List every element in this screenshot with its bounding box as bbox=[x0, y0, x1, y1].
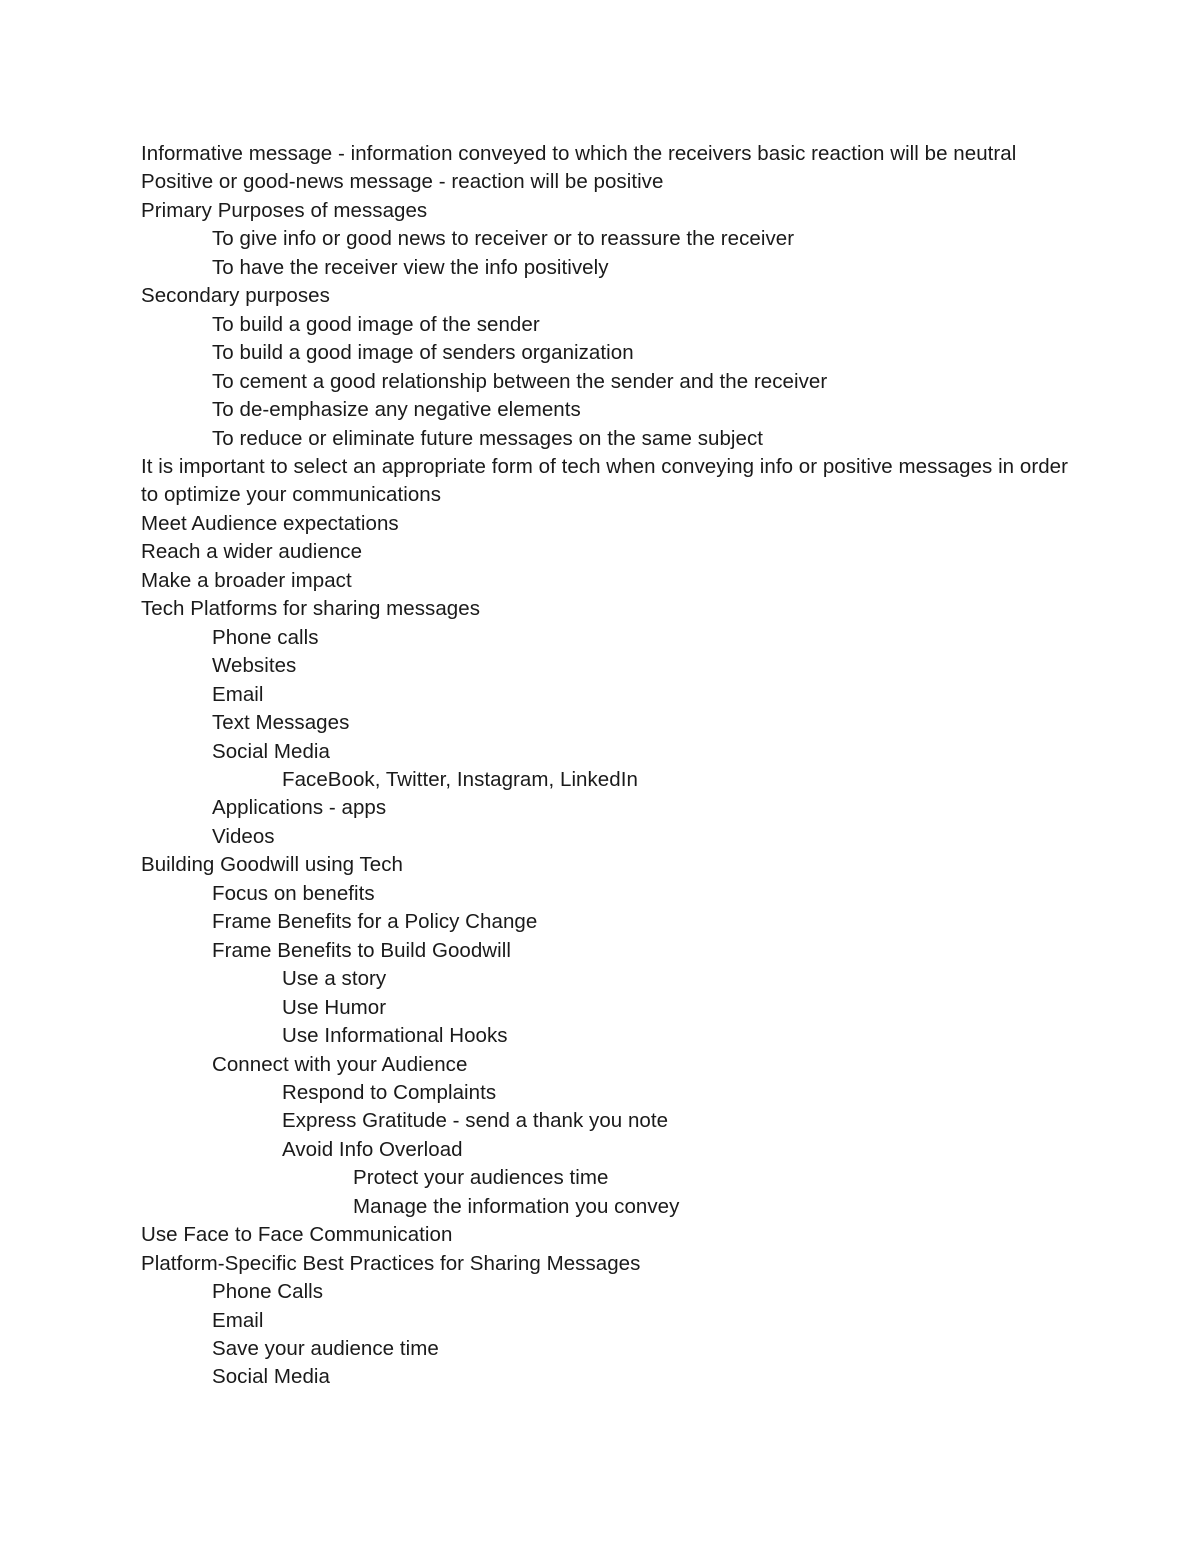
outline-line-level-0: Building Goodwill using Tech bbox=[141, 853, 403, 877]
outline-line-level-0: Positive or good-news message - reaction will be positive bbox=[141, 170, 664, 194]
outline-line-level-1: Connect with your Audience bbox=[212, 1052, 468, 1076]
outline-line-level-2: Respond to Complaints bbox=[282, 1080, 497, 1104]
outline-line-level-1: To have the receiver view the info positively bbox=[212, 255, 609, 279]
outline-line-level-1: Email bbox=[212, 682, 264, 706]
outline-line-level-3: Manage the information you convey bbox=[353, 1194, 680, 1218]
outline-line-level-0: Tech Platforms for sharing messages bbox=[141, 597, 480, 621]
outline-line-level-2: FaceBook, Twitter, Instagram, LinkedIn bbox=[282, 767, 638, 791]
document-outline bbox=[141, 140, 1071, 1392]
outline-line-level-0: Informative message - information conveyed to which the receivers basic reaction will be neutral bbox=[141, 142, 1017, 165]
outline-line-level-2: Avoid Info Overload bbox=[282, 1137, 463, 1161]
outline-line-level-1: Phone Calls bbox=[212, 1280, 324, 1304]
outline-line-level-0: Platform-Specific Best Practices for Sharing Messages bbox=[141, 1251, 641, 1275]
outline-line-level-0: It is important to select an appropriate form of tech when conveying info or positive messages in order to optimize your communications bbox=[141, 454, 1068, 507]
outline-line-level-1: Focus on benefits bbox=[212, 881, 375, 905]
outline-line-level-1: Applications - apps bbox=[212, 796, 387, 820]
outline-line-level-1: Websites bbox=[212, 654, 297, 678]
outline-line-level-2: Use a story bbox=[282, 967, 387, 991]
outline-line-level-1: Text Messages bbox=[212, 711, 350, 735]
outline-line-level-1: To build a good image of senders organization bbox=[212, 341, 634, 365]
outline-line-level-1: Frame Benefits for a Policy Change bbox=[212, 910, 538, 934]
outline-line-level-0: Use Face to Face Communication bbox=[141, 1223, 453, 1247]
outline-line-level-2: Use Humor bbox=[282, 995, 387, 1019]
outline-line-level-0: Meet Audience expectations bbox=[141, 511, 399, 535]
outline-line-level-0: Reach a wider audience bbox=[141, 540, 363, 564]
outline-line-level-1: Email bbox=[212, 1308, 264, 1332]
outline-line-level-1: To de-emphasize any negative elements bbox=[212, 398, 581, 422]
outline-line-level-1: To cement a good relationship between the sender and the receiver bbox=[212, 369, 828, 393]
outline-line-level-1: Phone calls bbox=[212, 625, 319, 649]
outline-line-level-1: Social Media bbox=[212, 1365, 330, 1389]
outline-line-level-0: Make a broader impact bbox=[141, 568, 352, 592]
outline-line-level-0: Primary Purposes of messages bbox=[141, 198, 428, 222]
outline-line-level-3: Protect your audiences time bbox=[353, 1166, 609, 1190]
outline-line-level-1: To build a good image of the sender bbox=[212, 312, 540, 336]
outline-line-level-1: Frame Benefits to Build Goodwill bbox=[212, 938, 511, 962]
outline-line-level-2: Express Gratitude - send a thank you note bbox=[282, 1109, 669, 1133]
outline-line-level-1: To reduce or eliminate future messages on the same subject bbox=[212, 426, 763, 450]
outline-line-level-1: Social Media bbox=[212, 739, 330, 763]
outline-line-level-0: Secondary purposes bbox=[141, 284, 330, 308]
outline-line-level-2: Use Informational Hooks bbox=[282, 1024, 508, 1048]
outline-line-level-1: To give info or good news to receiver or to reassure the receiver bbox=[212, 227, 795, 251]
outline-line-level-1: Save your audience time bbox=[212, 1337, 439, 1361]
outline-line-level-1: Videos bbox=[212, 824, 275, 848]
